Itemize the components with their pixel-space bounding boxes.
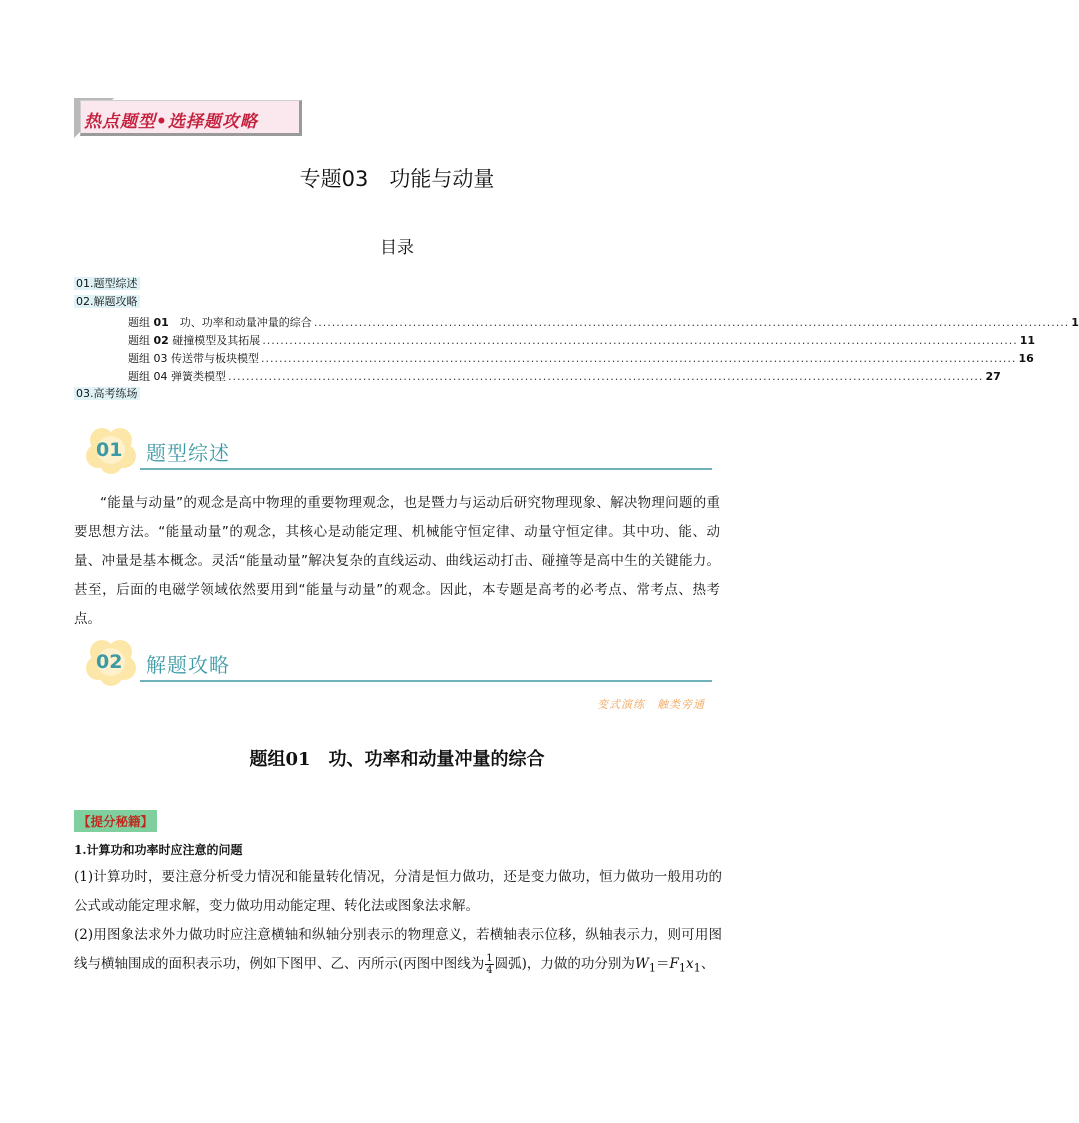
toc-entry-num: 04 xyxy=(153,370,168,383)
toc-entry-page: 11 xyxy=(1019,334,1036,347)
toc-entry-label: 传送带与板块模型 xyxy=(171,352,259,365)
fraction xyxy=(485,953,493,976)
toc-entry-prefix: 题组 xyxy=(128,370,150,383)
toc-entry-label: 碰撞模型及其拓展 xyxy=(172,334,261,347)
toc-entry-num: 02 xyxy=(153,334,169,347)
paragraph-text: 圆弧)，力做的功分别为 xyxy=(494,956,635,972)
toc-heading: 目录 xyxy=(380,238,414,258)
toc-leader: ........................................................................................................................................................................ xyxy=(313,316,1070,329)
fraction-denominator: 4 xyxy=(486,965,493,976)
formula-symbol: W xyxy=(634,956,649,972)
toc-entry-prefix: 题组 xyxy=(128,352,150,365)
toc-entry-page: 1 xyxy=(1071,316,1079,329)
point-heading: 1.计算功和功率时应注意的问题 xyxy=(74,843,243,857)
toc-entry-prefix: 题组 xyxy=(128,334,150,347)
toc-section-1[interactable]: 01.题型综述 xyxy=(76,277,138,290)
formula-subscript: 1 xyxy=(648,961,656,975)
section-number: 01 xyxy=(96,439,123,461)
fraction-numerator: 1 xyxy=(486,953,493,964)
toc-section-2[interactable]: 02.解题攻略 xyxy=(76,295,138,308)
toc-entry[interactable] xyxy=(128,350,1034,366)
toc-entry-num: 01 xyxy=(153,316,169,329)
section-underline xyxy=(140,468,712,470)
toc-leader: ........................................................................................................................................................................ xyxy=(262,334,1018,347)
tagline: 变式演练 触类旁通 xyxy=(597,698,705,711)
point-paragraph-1: (1)计算功时，要注意分析受力情况和能量转化情况，分清是恒力做功，还是变力做功，恒力做功一般用功的公式或动能定理求解，变力做功用动能定理、转化法或图象法求解。 xyxy=(74,869,722,914)
toc-entry-prefix: 题组 xyxy=(128,316,150,329)
toc-entry-page: 27 xyxy=(985,370,1001,383)
formula-symbol: F xyxy=(669,956,679,972)
section-name: 解题攻略 xyxy=(146,653,230,677)
overview-paragraph: “能量与动量”的观念是高中物理的重要物理观念，也是暨力与运动后研究物理现象、解决物理问题的重要思想方法。“能量动量”的观念，其核心是动能定理、机械能守恒定律、动量守恒定律。其中功、能、动量、冲量是基本概念。灵活“能量动量”解决复杂的直线运动、曲线运动打击、碰撞等是高中生的关键能力。甚至，后面的电磁学领域依然要用到“能量与动量”的观念。因此，本专题是高考的必考点、常考点、热考点。 xyxy=(74,495,720,627)
toc-leader: ........................................................................................................................................................................ xyxy=(261,352,1017,365)
section-underline xyxy=(140,680,712,682)
topic-banner xyxy=(74,98,302,138)
toc-entry[interactable] xyxy=(128,314,1079,330)
section-number: 02 xyxy=(96,651,123,673)
banner-label: 热点题型•选择题攻略 xyxy=(84,112,258,132)
group-title: 题组01 功、功率和动量冲量的综合 xyxy=(249,749,545,770)
toc-section-3[interactable]: 03.高考练场 xyxy=(76,387,138,400)
toc-leader: ........................................................................................................................................................................ xyxy=(228,370,984,383)
formula-symbol: 、 xyxy=(700,956,715,972)
toc-entry-label: 弹簧类模型 xyxy=(171,370,226,383)
formula-subscript: 1 xyxy=(693,961,701,975)
section-header-overview xyxy=(84,424,712,476)
paragraph-text: (2)用图象法求外力做功时应注意横轴和纵轴分别表示的物理意义，若横轴表示位移，纵轴表示力，则可用图线与横轴围成的面积表示功，例如下图甲、乙、丙所示(丙图中图线为 xyxy=(74,927,722,972)
tips-label: 【提分秘籍】 xyxy=(74,810,157,832)
formula-symbol: x xyxy=(686,956,694,972)
section-name: 题型综述 xyxy=(146,441,230,465)
document-title: 专题03 功能与动量 xyxy=(299,167,495,191)
formula-symbol: ＝ xyxy=(656,956,670,972)
point-paragraph-2 xyxy=(74,921,722,983)
toc-entry-num: 03 xyxy=(153,352,168,365)
toc-entry[interactable] xyxy=(128,332,1036,348)
toc-entry-page: 16 xyxy=(1018,352,1034,365)
toc-entry[interactable] xyxy=(128,368,1001,384)
section-header-strategy xyxy=(84,636,712,688)
formula-subscript: 1 xyxy=(678,961,687,975)
toc-entry-label: 功、功率和动量冲量的综合 xyxy=(168,316,312,329)
